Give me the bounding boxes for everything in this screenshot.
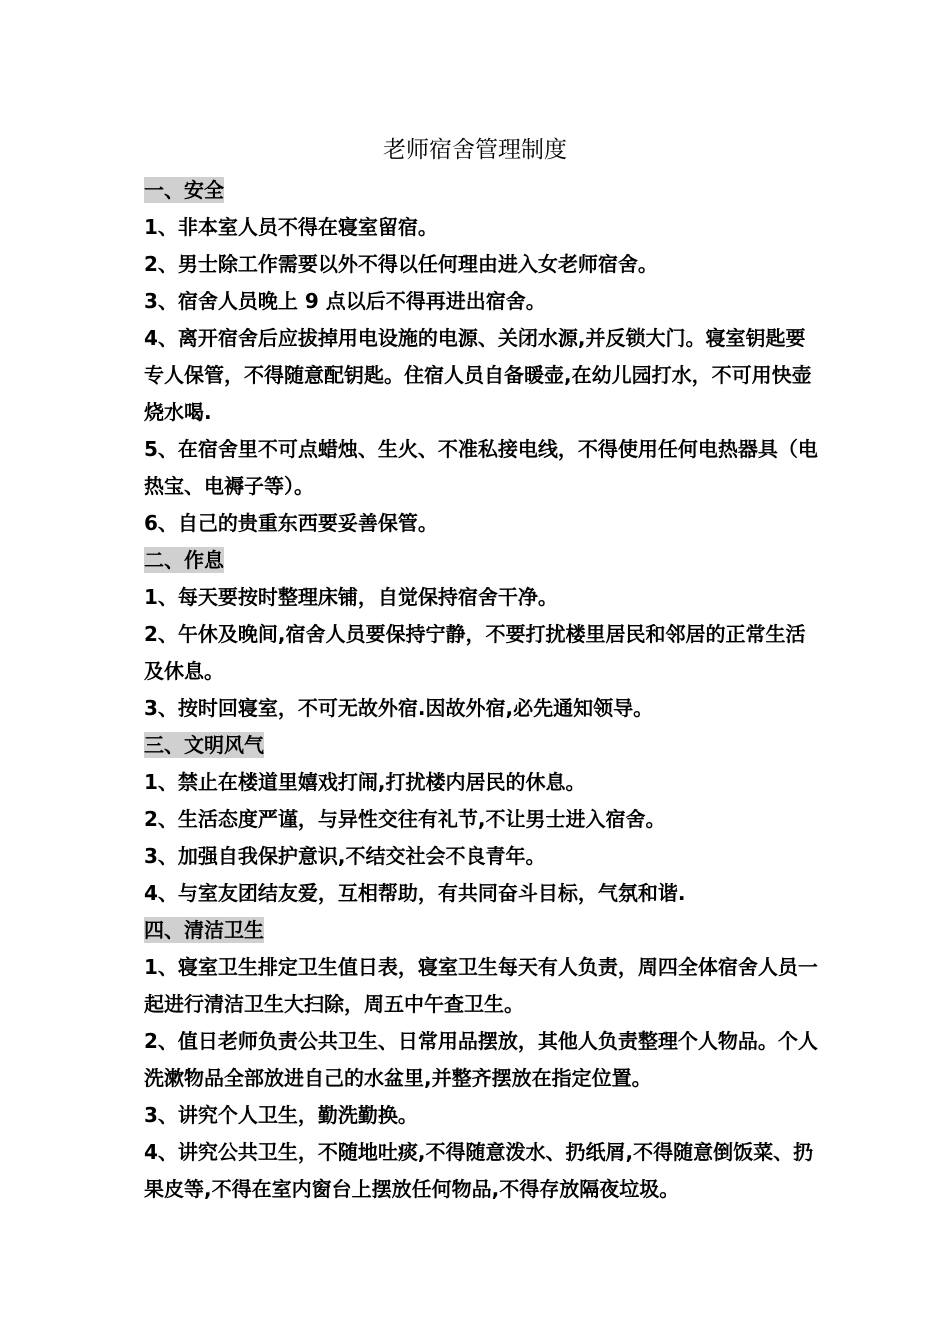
section-heading <box>144 542 824 579</box>
section-heading-text: 三、文明风气 <box>144 733 264 757</box>
rule-item: 6、自己的贵重东西要妥善保管。 <box>144 511 438 535</box>
rule-item: 2、午休及晚间,宿舍人员要保持宁静，不要打扰楼里居民和邻居的正常生活及休息。 <box>144 622 806 683</box>
rule-item: 4、离开宿舍后应拔掉用电设施的电源、关闭水源,并反锁大门。寝室钥匙要专人保管，不得随意配钥匙。住宿人员自备暖壶,在幼儿园打水，不可用快壶烧水喝. <box>144 326 812 424</box>
rule-item: 3、宿舍人员晚上 9 点以后不得再进出宿舍。 <box>144 289 546 313</box>
rule-item: 1、每天要按时整理床铺，自觉保持宿舍干净。 <box>144 585 558 609</box>
rule-item: 4、讲究公共卫生，不随地吐痰,不得随意泼水、扔纸屑,不得随意倒饭菜、扔果皮等,不得在室内窗台上摆放任何物品,不得存放隔夜垃圾。 <box>144 1140 814 1201</box>
rule-item: 1、非本室人员不得在寝室留宿。 <box>144 215 438 239</box>
section-heading-text: 一、安全 <box>144 178 224 202</box>
rule-item: 2、男士除工作需要以外不得以任何理由进入女老师宿舍。 <box>144 252 658 276</box>
rule-item: 1、禁止在楼道里嬉戏打闹,打扰楼内居民的休息。 <box>144 770 586 794</box>
section-heading <box>144 172 824 209</box>
rule-item: 3、讲究个人卫生，勤洗勤换。 <box>144 1103 418 1127</box>
section-safety <box>144 172 824 542</box>
section-heading <box>144 727 824 764</box>
section-civility <box>144 727 824 912</box>
section-hygiene <box>144 912 824 1208</box>
section-heading-text: 二、作息 <box>144 548 224 572</box>
section-heading-text: 四、清洁卫生 <box>144 918 264 942</box>
rule-item: 3、按时回寝室，不可无故外宿.因故外宿,必先通知领导。 <box>144 696 654 720</box>
section-heading <box>144 912 824 949</box>
rule-item: 1、寝室卫生排定卫生值日表，寝室卫生每天有人负责，周四全体宿舍人员一起进行清洁卫生大扫除，周五中午查卫生。 <box>144 955 818 1016</box>
rule-item: 3、加强自我保护意识,不结交社会不良青年。 <box>144 844 546 868</box>
document-body <box>144 172 824 1208</box>
rule-item: 2、值日老师负责公共卫生、日常用品摆放，其他人负责整理个人物品。个人洗漱物品全部放进自己的水盆里,并整齐摆放在指定位置。 <box>144 1029 818 1090</box>
page-title: 老师宿舍管理制度 <box>383 137 567 163</box>
section-schedule <box>144 542 824 727</box>
rule-item: 2、生活态度严谨，与异性交往有礼节,不让男士进入宿舍。 <box>144 807 666 831</box>
rule-item: 5、在宿舍里不可点蜡烛、生火、不准私接电线，不得使用任何电热器具（电热宝、电褥子等）。 <box>144 437 818 498</box>
rule-item: 4、与室友团结友爱，互相帮助，有共同奋斗目标，气氛和谐. <box>144 881 686 905</box>
